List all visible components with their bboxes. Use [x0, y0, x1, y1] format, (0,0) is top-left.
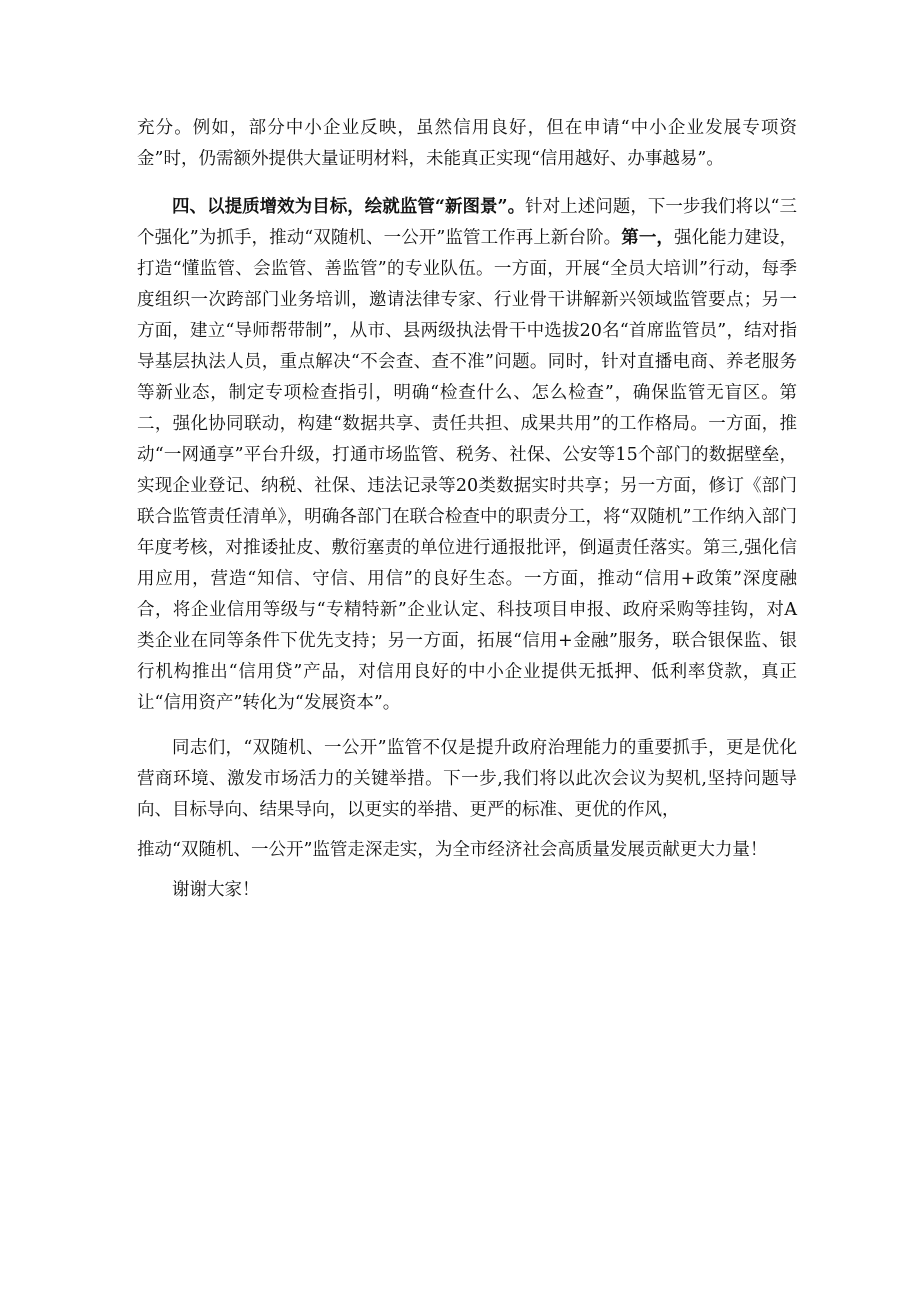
section-heading: 四、以提质增效为目标，绘就监管“新图景”。: [172, 197, 526, 217]
paragraph-text: 充分。例如，部分中小企业反映，虽然信用良好，但在申请“中小企业发展专项资金”时，仍需额外提供大量证明材料，未能真正实现“信用越好、办事越易”。: [137, 118, 797, 169]
paragraph-text: 同志们，“双随机、一公开”监管不仅是提升政府治理能力的重要抓手，更是优化营商环境、激发市场活力的关键举措。下一步,我们将以此次会议为契机,坚持问题导向、目标导向、结果导向，以更实的举措、更严的标准、更优的作风，: [137, 738, 797, 820]
paragraph-text: 谢谢大家！: [172, 880, 260, 900]
paragraph-section-four: [137, 192, 797, 719]
paragraph-text: 针对上述问题，下一步我们将以“三个强化”为抓手，推动“双随机、一公开”监管工作再上新台阶。: [137, 197, 797, 248]
paragraph-text: 强化能力建设，打造“懂监管、会监管、善监管”的专业队伍。一方面，开展“全员大培训”行动，每季度组织一次跨部门业务培训，邀请法律专家、行业骨干讲解新兴领域监管要点；另一方面，建立“导师帮带制”，从市、县两级执法骨干中选拔20名“首席监管员”，结对指导基层执法人员，重点解决“不会查、查不准”问题。同时，针对直播电商、养老服务等新业态，制定专项检查指引，明确“检查什么、怎么检查”，确保监管无盲区。第二，强化协同联动，构建“数据共享、责任共担、成果共用”的工作格局。一方面，推动“一网通享”平台升级，打通市场监管、税务、社保、公安等15个部门的数据壁垒，实现企业登记、纳税、社保、违法记录等20类数据实时共享；另一方面，修订《部门联合监管责任清单》，明确各部门在联合检查中的职责分工，将“双随机”工作纳入部门年度考核，对推诿扯皮、敷衍塞责的单位进行通报批评，倒逼责任落实。第三,强化信用应用，营造“知信、守信、用信”的良好生态。一方面，推动“信用+政策”深度融合，将企业信用等级与“专精特新”企业认定、科技项目申报、政府采购等挂钩，对A类企业在同等条件下优先支持；另一方面，拓展“信用+金融”服务，联合银保监、银行机构推出“信用贷”产品，对信用良好的中小企业提供无抵押、低利率贷款，真正让“信用资产”转化为“发展资本”。: [137, 228, 797, 713]
paragraph-closing: [137, 733, 797, 826]
paragraph-text: 推动“双随机、一公开”监管走深走实，为全市经济社会高质量发展贡献更大力量！: [137, 840, 768, 860]
paragraph-continuation: [137, 113, 797, 175]
first-point-marker: 第一，: [621, 228, 674, 248]
paragraph-closing-continued: [137, 835, 797, 866]
paragraph-thanks: [137, 875, 797, 906]
document-page: [137, 113, 797, 906]
